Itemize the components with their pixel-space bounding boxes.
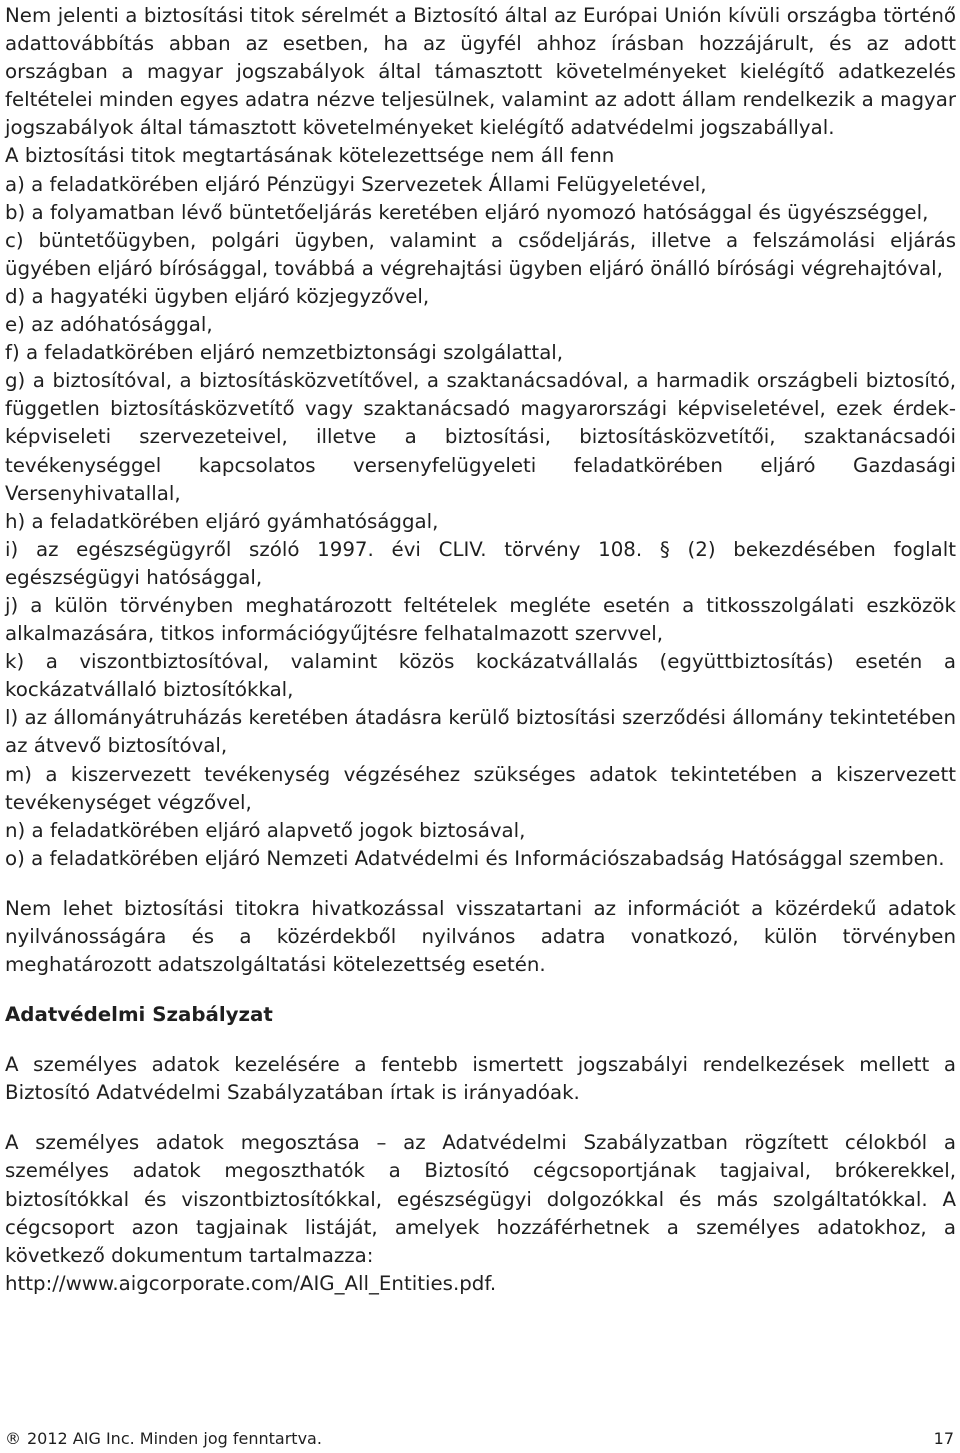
footer-copyright-block bbox=[5, 1427, 322, 1451]
list-item-h: h) a feladatkörében eljáró gyámhatósággal, bbox=[5, 509, 439, 533]
section-heading: Adatvédelmi Szabályzat bbox=[5, 1003, 273, 1027]
spacer bbox=[5, 979, 956, 1001]
document-body bbox=[5, 2, 956, 1298]
spacer bbox=[5, 873, 956, 895]
paragraph-public-data: Nem lehet biztosítási titokra hivatkozással visszatartani az információt a közérdekű adatok nyilvánosságára és a közérdekből nyilvános adatra vonatkozó, külön törvényben meghatározott adatszolgáltatási kötelezettség esetén. bbox=[5, 896, 956, 977]
list-item-n: n) a feladatkörében eljáró alapvető jogok biztosával, bbox=[5, 818, 526, 842]
spacer bbox=[5, 1029, 956, 1051]
list-item-j: j) a külön törvényben meghatározott feltételek megléte esetén a titkosszolgálati eszközök alkalmazására, titkos információgyűjtésre felhatalmazott szervvel, bbox=[5, 593, 956, 646]
list-item-f: f) a feladatkörében eljáró nemzetbiztonsági szolgálattal, bbox=[5, 341, 564, 365]
list-item-a: a) a feladatkörében eljáró Pénzügyi Szervezetek Állami Felügyeletével, bbox=[5, 172, 707, 196]
spacer bbox=[5, 1107, 956, 1129]
list-item-b: b) a folyamatban lévő büntetőeljárás keretében eljáró nyomozó hatósággal és ügyészséggel, bbox=[5, 200, 929, 224]
list-item-e: e) az adóhatósággal, bbox=[5, 313, 213, 337]
list-intro: A biztosítási titok megtartásának kötelezettsége nem áll fenn bbox=[5, 144, 615, 168]
list-item-d: d) a hagyatéki ügyben eljáró közjegyzővel, bbox=[5, 284, 430, 308]
list-item-i: i) az egészségügyről szóló 1997. évi CLIV. törvény 108. § (2) bekezdésében foglalt egészségügyi hatósággal, bbox=[5, 537, 956, 589]
list-item-g: g) a biztosítóval, a biztosításközvetítővel, a szaktanácsadóval, a harmadik országbeli biztosító, független biztosításközvetítő vagy szaktanácsadó magyarországi képviseletével, ezek érdek-képviseleti szervezeteivel, illetve a biztosítási, biztosításközvetítői, szaktanácsadói tevékenységgel kapcsolatos versenyfelügyeleti feladatkörében eljáró Gazdasági Versenyhivatallal, bbox=[5, 369, 956, 505]
footer-copyright: 2012 AIG Inc. Minden jog fenntartva. bbox=[27, 1429, 322, 1448]
list-item-o: o) a feladatkörében eljáró Nemzeti Adatvédelmi és Információszabadság Hatósággal szemben. bbox=[5, 846, 945, 870]
paragraph-sharing: A személyes adatok megosztása – az Adatvédelmi Szabályzatban rögzített célokból a személyes adatok megoszthatók a Biztosító cégcsoportjának tagjaival, brókerekkel, biztosítókkal és viszontbiztosítókkal, egészségügyi dolgozókkal és más szolgáltatókkal. A cégcsoport azon tagjainak listáját, amelyek hozzáférhetnek a személyes adatokhoz, a következő dokumentum tartalmazza: bbox=[5, 1131, 956, 1267]
page-footer bbox=[5, 1427, 954, 1451]
list-item-l: l) az állományátruházás keretében átadásra kerülő biztosítási szerződési állomány tekintetében az átvevő biztosítóval, bbox=[5, 706, 956, 758]
paragraph-intro: Nem jelenti a biztosítási titok sérelmét a Biztosító által az Európai Unión kívüli országba történő adattovábbítás abban az esetben, ha az ügyfél ahhoz írásban hozzájárult, és az adott országban a magyar jogszabályok által támasztott követelményeket kielégítő adatkezelés feltételei minden egyes adatra nézve teljesülnek, valamint az adott állam rendelkezik a magyar jogszabályok által támasztott követelményeket kielégítő adatvédelmi jogszabállyal. bbox=[5, 4, 956, 140]
page-number: 17 bbox=[933, 1429, 954, 1448]
registered-icon: ® bbox=[5, 1429, 21, 1448]
list-item-m: m) a kiszervezett tevékenység végzéséhez szükséges adatok tekintetében a kiszervezett tevékenységet végzővel, bbox=[5, 762, 956, 814]
list-item-c: c) büntetőügyben, polgári ügyben, valamint a csődeljárás, illetve a felszámolási eljárás ügyében eljáró bírósággal, továbbá a végrehajtási ügyben eljáró önálló bírósági végrehajtóval, bbox=[5, 228, 956, 280]
list-item-k: k) a viszontbiztosítóval, valamint közös kockázatvállalás (együttbiztosítás) esetén a kockázatvállaló biztosítókkal, bbox=[5, 650, 956, 702]
entities-link[interactable]: http://www.aigcorporate.com/AIG_All_Entities.pdf. bbox=[5, 1271, 497, 1295]
paragraph-rules: A személyes adatok kezelésére a fentebb ismertett jogszabályi rendelkezések mellett a Biztosító Adatvédelmi Szabályzatában írtak is irányadóak. bbox=[5, 1053, 956, 1105]
